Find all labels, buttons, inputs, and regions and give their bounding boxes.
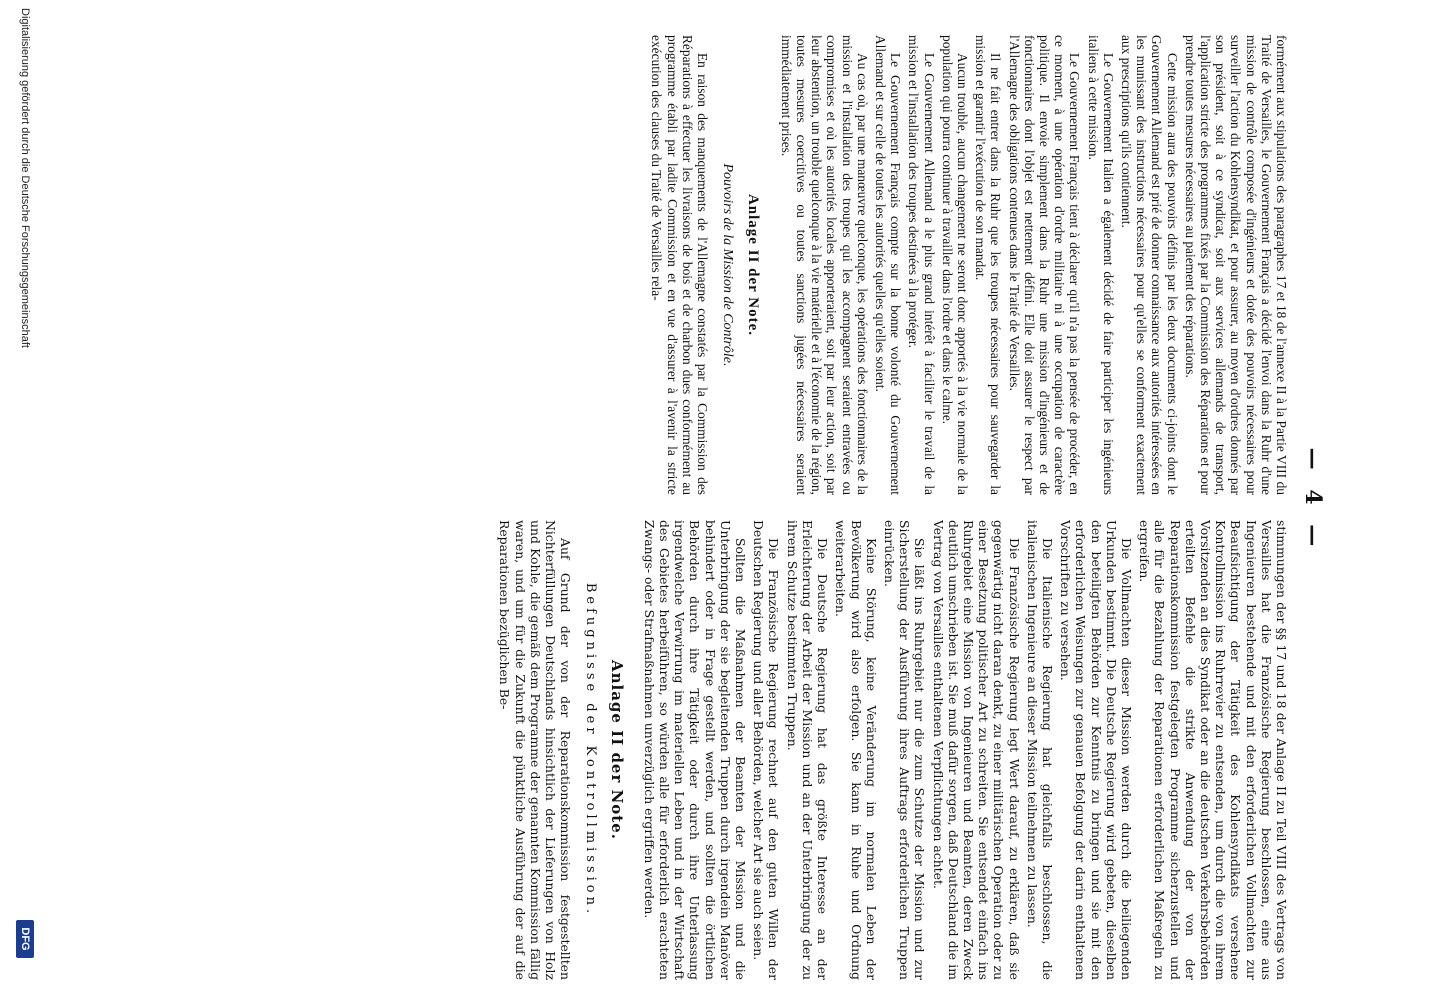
german-column: [19, 520, 1289, 980]
dfg-logo: DFG: [16, 920, 34, 958]
paragraph: Die Deutsche Regierung hat das größte Interesse an der Erleichterung der Arbeit der Mission und an der Unterbringung der zu ihrem Schutze bestimmten Truppen.: [784, 520, 831, 980]
paragraph: Die Italienische Regierung hat gleichfalls beschlossen, die italienischen Ingenieure an dieser Mission teilnehmen zu lassen.: [1024, 520, 1055, 980]
paragraph: Die Französische Regierung rechnet auf den guten Willen der Deutschen Regierung und aller Behörden, welcher Art sie auch seien.: [751, 520, 782, 980]
paragraph: Le Gouvernement Français tient à déclarer qu'il n'a pas la pensée de procéder, en ce moment, à une opération d'ordre militaire ni à une occupation de caractère politique. Il envoie simplement dans la Ruhr une mission d'ingénieurs et de fonctionnaires dont l'objet est nettement défini. Elle doit assurer le respect par l'Allemagne des obligations contenues dans le Traité de Versailles.: [1006, 35, 1083, 495]
paragraph: Il ne fait entrer dans la Ruhr que les troupes nécessaires pour sauvegarder la mission et garantir l'exécution de son mandat.: [973, 35, 1004, 495]
paragraph: formément aux stipulations des paragraphes 17 et 18 de l'annexe II à la Partie VIII du Traité de Versailles, le Gouvernement Français a décidé l'envoi dans la Ruhr d'une mission de contrôle composée d'ingénieurs et dotée des pouvoirs nécessaires pour surveiller l'action du Kohlensyndikat, et pour assurer, au moyen d'ordres donnés par son président, soit à ce syndicat, soit aux services allemands de transport, l'application stricte des programmes fixés par la Commission des Réparations et pour prendre toutes mesures nécessaires au paiement des réparations.: [1182, 35, 1289, 495]
paragraph: Le Gouvernement Allemand a le plus grand intérêt à faciliter le travail de la mission et l'installation des troupes destinées à la protéger.: [906, 35, 937, 495]
paragraph: Cette mission aura des pouvoirs définis par les deux documents ci-joints dont le Gouvernement Allemand est prié de donner connaissance aux autorités intéressées en les munissant des instructions nécessaires pour qu'elles se conforment exactement aux prescriptions qu'ils contiennent.: [1118, 35, 1180, 495]
paragraph: Le Gouvernement Français compte sur la bonne volonté du Gouvernement Allemand et sur celle de toutes les autorités quelles qu'elles soient.: [872, 35, 904, 495]
credit-text: Digitalisierung gefördert durch die Deutsche Forschungsgemeinschaft: [19, 8, 31, 348]
digitization-credit: [9, 0, 39, 1000]
paragraph: Die Vollmachten dieser Mission werden durch die beiliegenden Urkunden bestimmt. Die Deutsche Regierung wird gebeten, dieselben den beteiligten Behörden zur Kenntnis zu bringen und sie mit den erforderlichen Weisungen zur genauen Befolgung der darin enthaltenen Vorschriften zu versehen.: [1058, 520, 1134, 980]
paragraph: Keine Störung, keine Veränderung im normalen Leben der Bevölkerung wird also erfolgen. Sie kann in Ruhe und Ordnung weiterarbeiten.: [833, 520, 879, 980]
paragraph: Au cas où, par une manœuvre quelconque, les opérations des fonctionnaires de la mission et l'installation des troupes qui les accompagnent seraient entravées ou compromises et où les autorités locales apporteraient, soit par leur action, soit par leur abstention, un trouble quelconque à la vie matérielle et à l'économie de la région, toutes mesures coercitives ou toutes sanctions jugées nécessaires seraient immédiatement prises.: [778, 35, 870, 495]
paragraph: Sie läßt ins Ruhrgebiet nur die zum Schutze der Mission und zur Sicherstellung der Ausführung ihres Auftrags erforderlichen Truppen einrücken.: [881, 520, 928, 980]
french-column: [19, 35, 1289, 495]
paragraph: Auf Grund der von der Reparationskommission festgestellten Nichterfüllungen Deutschlands hinsichtlich der Lieferungen von Holz und Kohle, die gemäß dem Programme der genannten Kommission fällig waren, und um für die Zukunft die pünktliche Ausführung der auf die Reparationen bezüglichen Be-: [497, 520, 574, 980]
paragraph: Aucun trouble, aucun changement ne seront donc apportés à la vie normale de la population qui pourra continuer à travailler dans l'ordre et dans le calme.: [939, 35, 970, 495]
section-heading: Anlage II der Note.: [745, 193, 762, 337]
paragraph: Die Französische Regierung legt Wert darauf, zu erklären, daß sie gegenwärtig nicht daran denkt, zu einer militärischen Operation oder zu einer Besetzung politischer Art zu schreiten. Sie entsendet einfach ins Ruhrgebiet eine Mission von Ingenieuren und Beamten, deren Zweck deutlich umschrieben ist. Sie muß dafür sorgen, daß Deutschland die im Vertrag von Versailles enthaltenen Verpflichtungen achtet.: [930, 520, 1022, 980]
paragraph: stimmungen der §§ 17 und 18 der Anlage II zu Teil VIII des Vertrags von Versailles hat die Französische Regierung beschlossen, eine aus Ingenieuren bestehende und mit den erforderlichen Vollmachten zur Beaufsichtigung der Tätigkeit des Kohlensyndikats versehene Kontrollmission ins Ruhrrevier zu entsenden, um durch die von ihrem Vorsitzenden an dies Syndikat oder an die deutschen Verkehrsbehörden erteilten Befehle die strikte Anwendung der von der Reparationskommission festgelegten Programme sicherzustellen und alle für die Bezahlung der Reparationen erforderlichen Maßregeln zu ergreifen.: [1137, 520, 1289, 980]
section-subheading: Befugnisse der Kontrollmission.: [583, 582, 599, 918]
paragraph: Sollten die Maßnahmen der Beamten der Mission und die Unterbringung der sie begleitenden Truppen durch irgendein Manöver behindert oder in Frage gestellt werden, und sollten die örtlichen Behörden durch ihre Tätigkeit oder durch ihre Unterlassung irgendwelche Verwirrung im materiellen Leben und in der Wirtschaft des Gebietes herbeiführen, so würden alle für erforderlich erachteten Zwangs- oder Strafmaßnahmen unverzüglich ergriffen werden.: [641, 520, 749, 980]
paragraph: Le Gouvernement Italien a également décidé de faire participer les ingénieurs italiens à cette mission.: [1085, 35, 1116, 495]
section-heading: Anlage II der Note.: [607, 659, 626, 841]
section-subheading: Pouvoirs de la Mission de Contrôle.: [720, 163, 736, 367]
paragraph: En raison des manquements de l'Allemagne constatés par la Commission des Réparations à effectuer les livraisons de bois et de charbon dues conformément au programme établi par ladite Commission et en vue d'assurer à l'avenir la stricte exécution des clauses du Traité de Versailles rela-: [649, 35, 711, 495]
page-number: — 4 —: [1300, 447, 1326, 553]
